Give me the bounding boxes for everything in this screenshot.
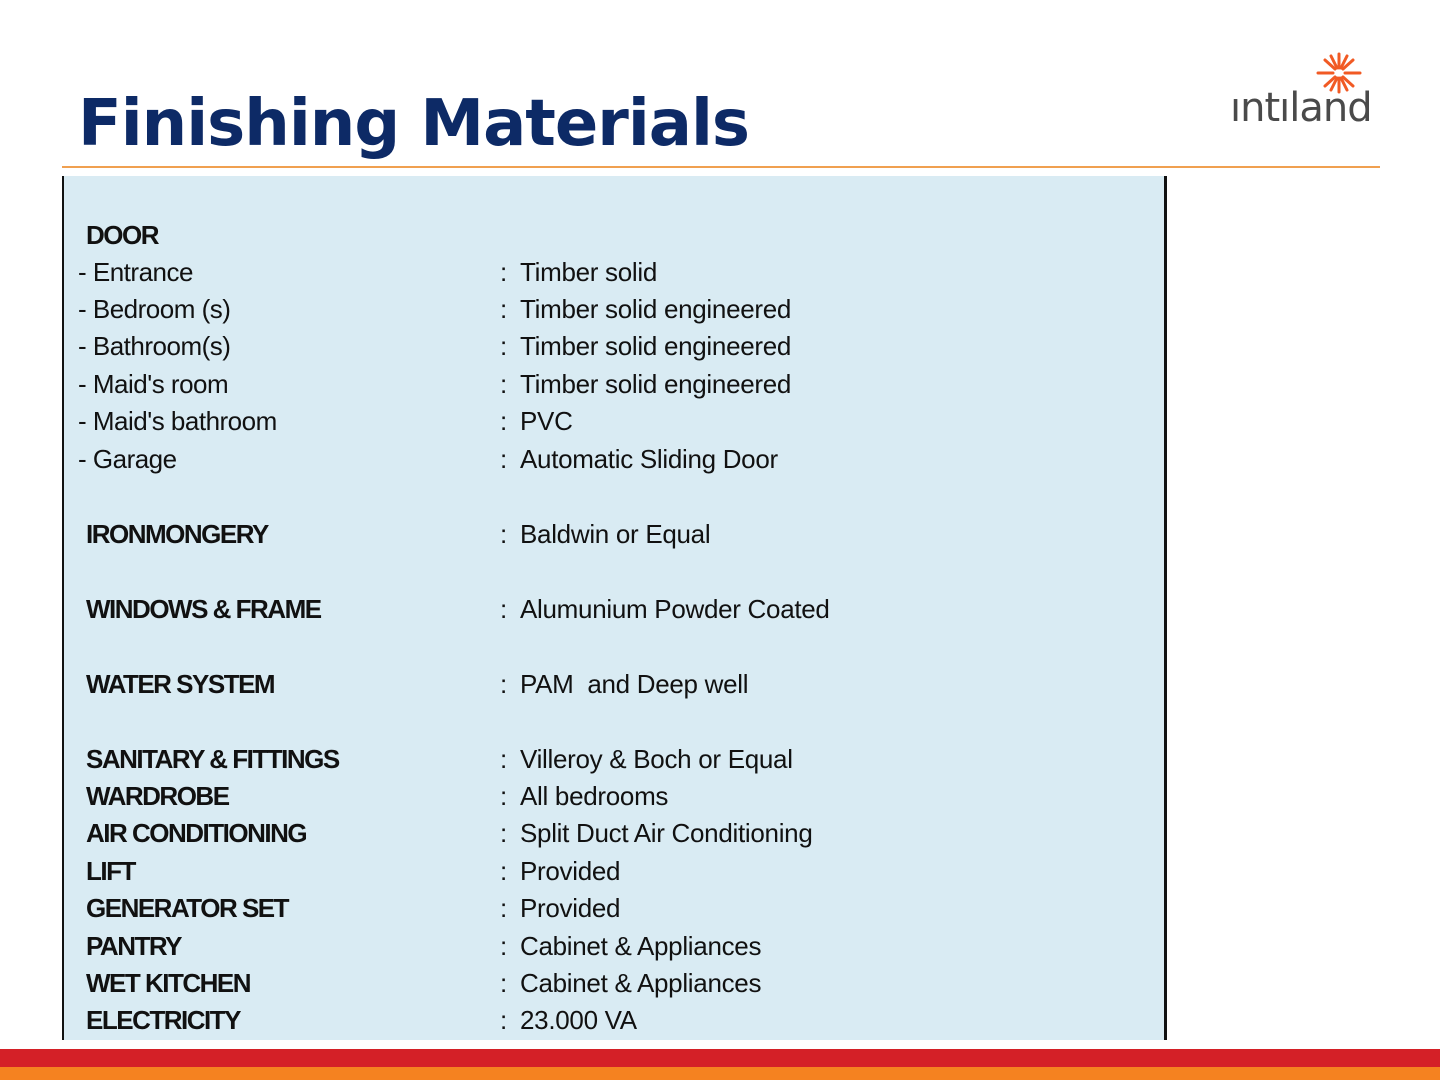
spec-row	[64, 929, 1164, 963]
spec-row	[64, 966, 1164, 1000]
spec-label: WINDOWS & FRAME	[86, 594, 321, 624]
spec-label: - Maid's bathroom	[78, 406, 277, 436]
spec-value: All bedrooms	[520, 781, 669, 811]
spec-label: SANITARY & FITTINGS	[86, 744, 339, 774]
spec-row	[64, 292, 1164, 326]
spec-value: Split Duct Air Conditioning	[520, 818, 813, 848]
spec-row	[64, 779, 1164, 813]
spec-value: 23.000 VA	[520, 1005, 637, 1035]
spec-row	[64, 329, 1164, 363]
spec-row	[64, 255, 1164, 289]
intiland-logo	[1228, 52, 1382, 132]
spec-value: Baldwin or Equal	[520, 519, 711, 549]
spec-label: AIR CONDITIONING	[86, 818, 307, 848]
spec-label: - Garage	[78, 444, 177, 474]
spec-value: Cabinet & Appliances	[520, 968, 762, 998]
spec-label: PANTRY	[86, 931, 181, 961]
logo-wordmark: ıntıland	[1230, 85, 1372, 131]
spec-colon: :	[500, 294, 508, 324]
title-divider	[62, 166, 1380, 168]
footer-bar-orange	[0, 1067, 1440, 1080]
spec-row	[64, 854, 1164, 888]
spec-value: PVC	[520, 406, 573, 436]
spec-colon: :	[500, 594, 508, 624]
spec-row	[64, 404, 1164, 438]
spec-colon: :	[500, 893, 508, 923]
spec-label: - Bathroom(s)	[78, 331, 231, 361]
spec-colon: :	[500, 331, 508, 361]
spec-label: ELECTRICITY	[86, 1005, 240, 1035]
spec-colon: :	[500, 1005, 508, 1035]
spec-row	[64, 1003, 1164, 1037]
spec-label: LIFT	[86, 856, 135, 886]
spec-colon: :	[500, 931, 508, 961]
spec-label: WATER SYSTEM	[86, 669, 275, 699]
spec-colon: :	[500, 744, 508, 774]
spec-colon: :	[500, 781, 508, 811]
spec-value: Provided	[520, 893, 621, 923]
spec-row-ironmongery	[64, 517, 1164, 551]
spec-row-water	[64, 667, 1164, 701]
spec-label: WARDROBE	[86, 781, 229, 811]
spec-label: - Maid's room	[78, 369, 229, 399]
specifications-panel	[62, 176, 1167, 1040]
footer-bar-red	[0, 1049, 1440, 1067]
spec-value: Timber solid engineered	[520, 369, 792, 399]
spec-label: - Entrance	[78, 257, 193, 287]
door-heading-row	[64, 218, 1164, 252]
spec-colon: :	[500, 856, 508, 886]
door-heading: DOOR	[86, 220, 158, 250]
spec-colon: :	[500, 406, 508, 436]
spec-colon: :	[500, 444, 508, 474]
spec-label: WET KITCHEN	[86, 968, 251, 998]
spec-row	[64, 891, 1164, 925]
spec-row	[64, 742, 1164, 776]
spec-value: Timber solid engineered	[520, 294, 792, 324]
spec-value: Cabinet & Appliances	[520, 931, 762, 961]
spec-label: IRONMONGERY	[86, 519, 268, 549]
spec-value: Villeroy & Boch or Equal	[520, 744, 793, 774]
spec-value: Provided	[520, 856, 621, 886]
spec-row	[64, 367, 1164, 401]
spec-row	[64, 442, 1164, 476]
spec-row	[64, 816, 1164, 850]
spec-value: PAM and Deep well	[520, 669, 749, 699]
spec-colon: :	[500, 669, 508, 699]
spec-value: Timber solid engineered	[520, 331, 792, 361]
spec-value: Timber solid	[520, 257, 658, 287]
spec-value: Alumunium Powder Coated	[520, 594, 830, 624]
spec-colon: :	[500, 369, 508, 399]
spec-row-windows	[64, 592, 1164, 626]
spec-value: Automatic Sliding Door	[520, 444, 778, 474]
spec-colon: :	[500, 818, 508, 848]
spec-colon: :	[500, 257, 508, 287]
spec-label: - Bedroom (s)	[78, 294, 231, 324]
spec-label: GENERATOR SET	[86, 893, 289, 923]
page-title: Finishing Materials	[78, 87, 749, 161]
spec-colon: :	[500, 968, 508, 998]
spec-colon: :	[500, 519, 508, 549]
